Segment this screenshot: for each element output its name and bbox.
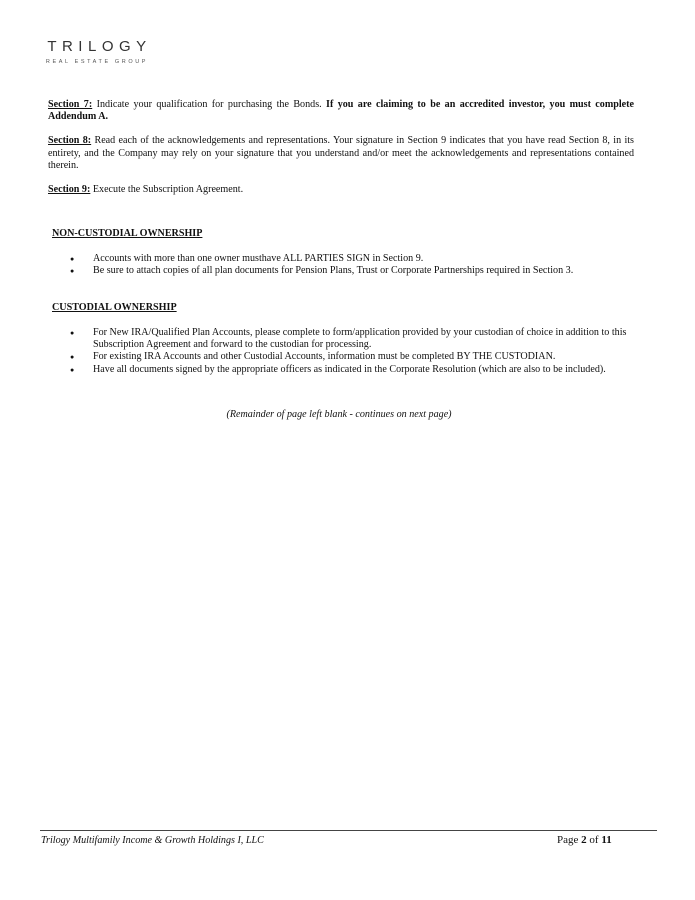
- custodial-heading: CUSTODIAL OWNERSHIP: [52, 302, 177, 313]
- list-item: ● Be sure to attach copies of all plan documents for Pension Plans, Trust or Corporate Partnerships required in Section 3.: [70, 265, 630, 277]
- logo-tagline: REAL ESTATE GROUP: [45, 59, 149, 65]
- section-9-text: Execute the Subscription Agreement.: [90, 184, 244, 196]
- list-item: ● For New IRA/Qualified Plan Accounts, please complete to form/application provided by your custodian of choice in addition to this Subscription Agreement and forward to the custodian for processing.: [70, 327, 630, 351]
- footer-divider: [40, 830, 657, 831]
- section-8-text: Read each of the acknowledgements and representations. Your signature in Section 9 indicates that you have read Section 8, in its entirety, and the Company may rely on your signature that you understand and/or meet the acknowledgements and representations contained therein.: [48, 135, 634, 171]
- instructions-body: [48, 99, 634, 208]
- page-current: 2: [581, 834, 587, 846]
- page-word: Page: [557, 834, 579, 846]
- section-8-label: Section 8:: [48, 135, 92, 147]
- company-logo: [40, 38, 154, 66]
- page-total: 11: [601, 834, 612, 846]
- non-custodial-heading: NON-CUSTODIAL OWNERSHIP: [52, 228, 203, 239]
- section-7-instruction: [48, 99, 634, 123]
- remainder-note: (Remainder of page left blank - continues on next page): [226, 409, 452, 420]
- logo-wordmark: TRILOGY: [47, 38, 152, 55]
- list-item: ● Accounts with more than one owner musthave ALL PARTIES SIGN in Section 9.: [70, 253, 630, 265]
- section-7-label: Section 7:: [48, 99, 93, 110]
- list-item: ● Have all documents signed by the appropriate officers as indicated in the Corporate Resolution (which are also to be included).: [70, 364, 630, 376]
- section-9-label: Section 9:: [48, 184, 91, 196]
- section-7-text: Indicate your qualification for purchasing the Bonds.: [92, 99, 327, 110]
- footer-company-name: Trilogy Multifamily Income & Growth Holdings I, LLC: [41, 835, 264, 846]
- section-7-bold-text: If you are claiming to be an accredited investor, you must complete Addendum A.: [48, 99, 634, 123]
- list-item: ● For existing IRA Accounts and other Custodial Accounts, information must be completed BY THE CUSTODIAN.: [70, 351, 630, 363]
- section-9-instruction: [48, 184, 634, 196]
- page-number: [557, 834, 612, 846]
- custodial-list: [70, 327, 630, 376]
- section-8-instruction: [48, 135, 634, 172]
- page-of: of: [589, 834, 599, 846]
- non-custodial-list: [70, 253, 630, 277]
